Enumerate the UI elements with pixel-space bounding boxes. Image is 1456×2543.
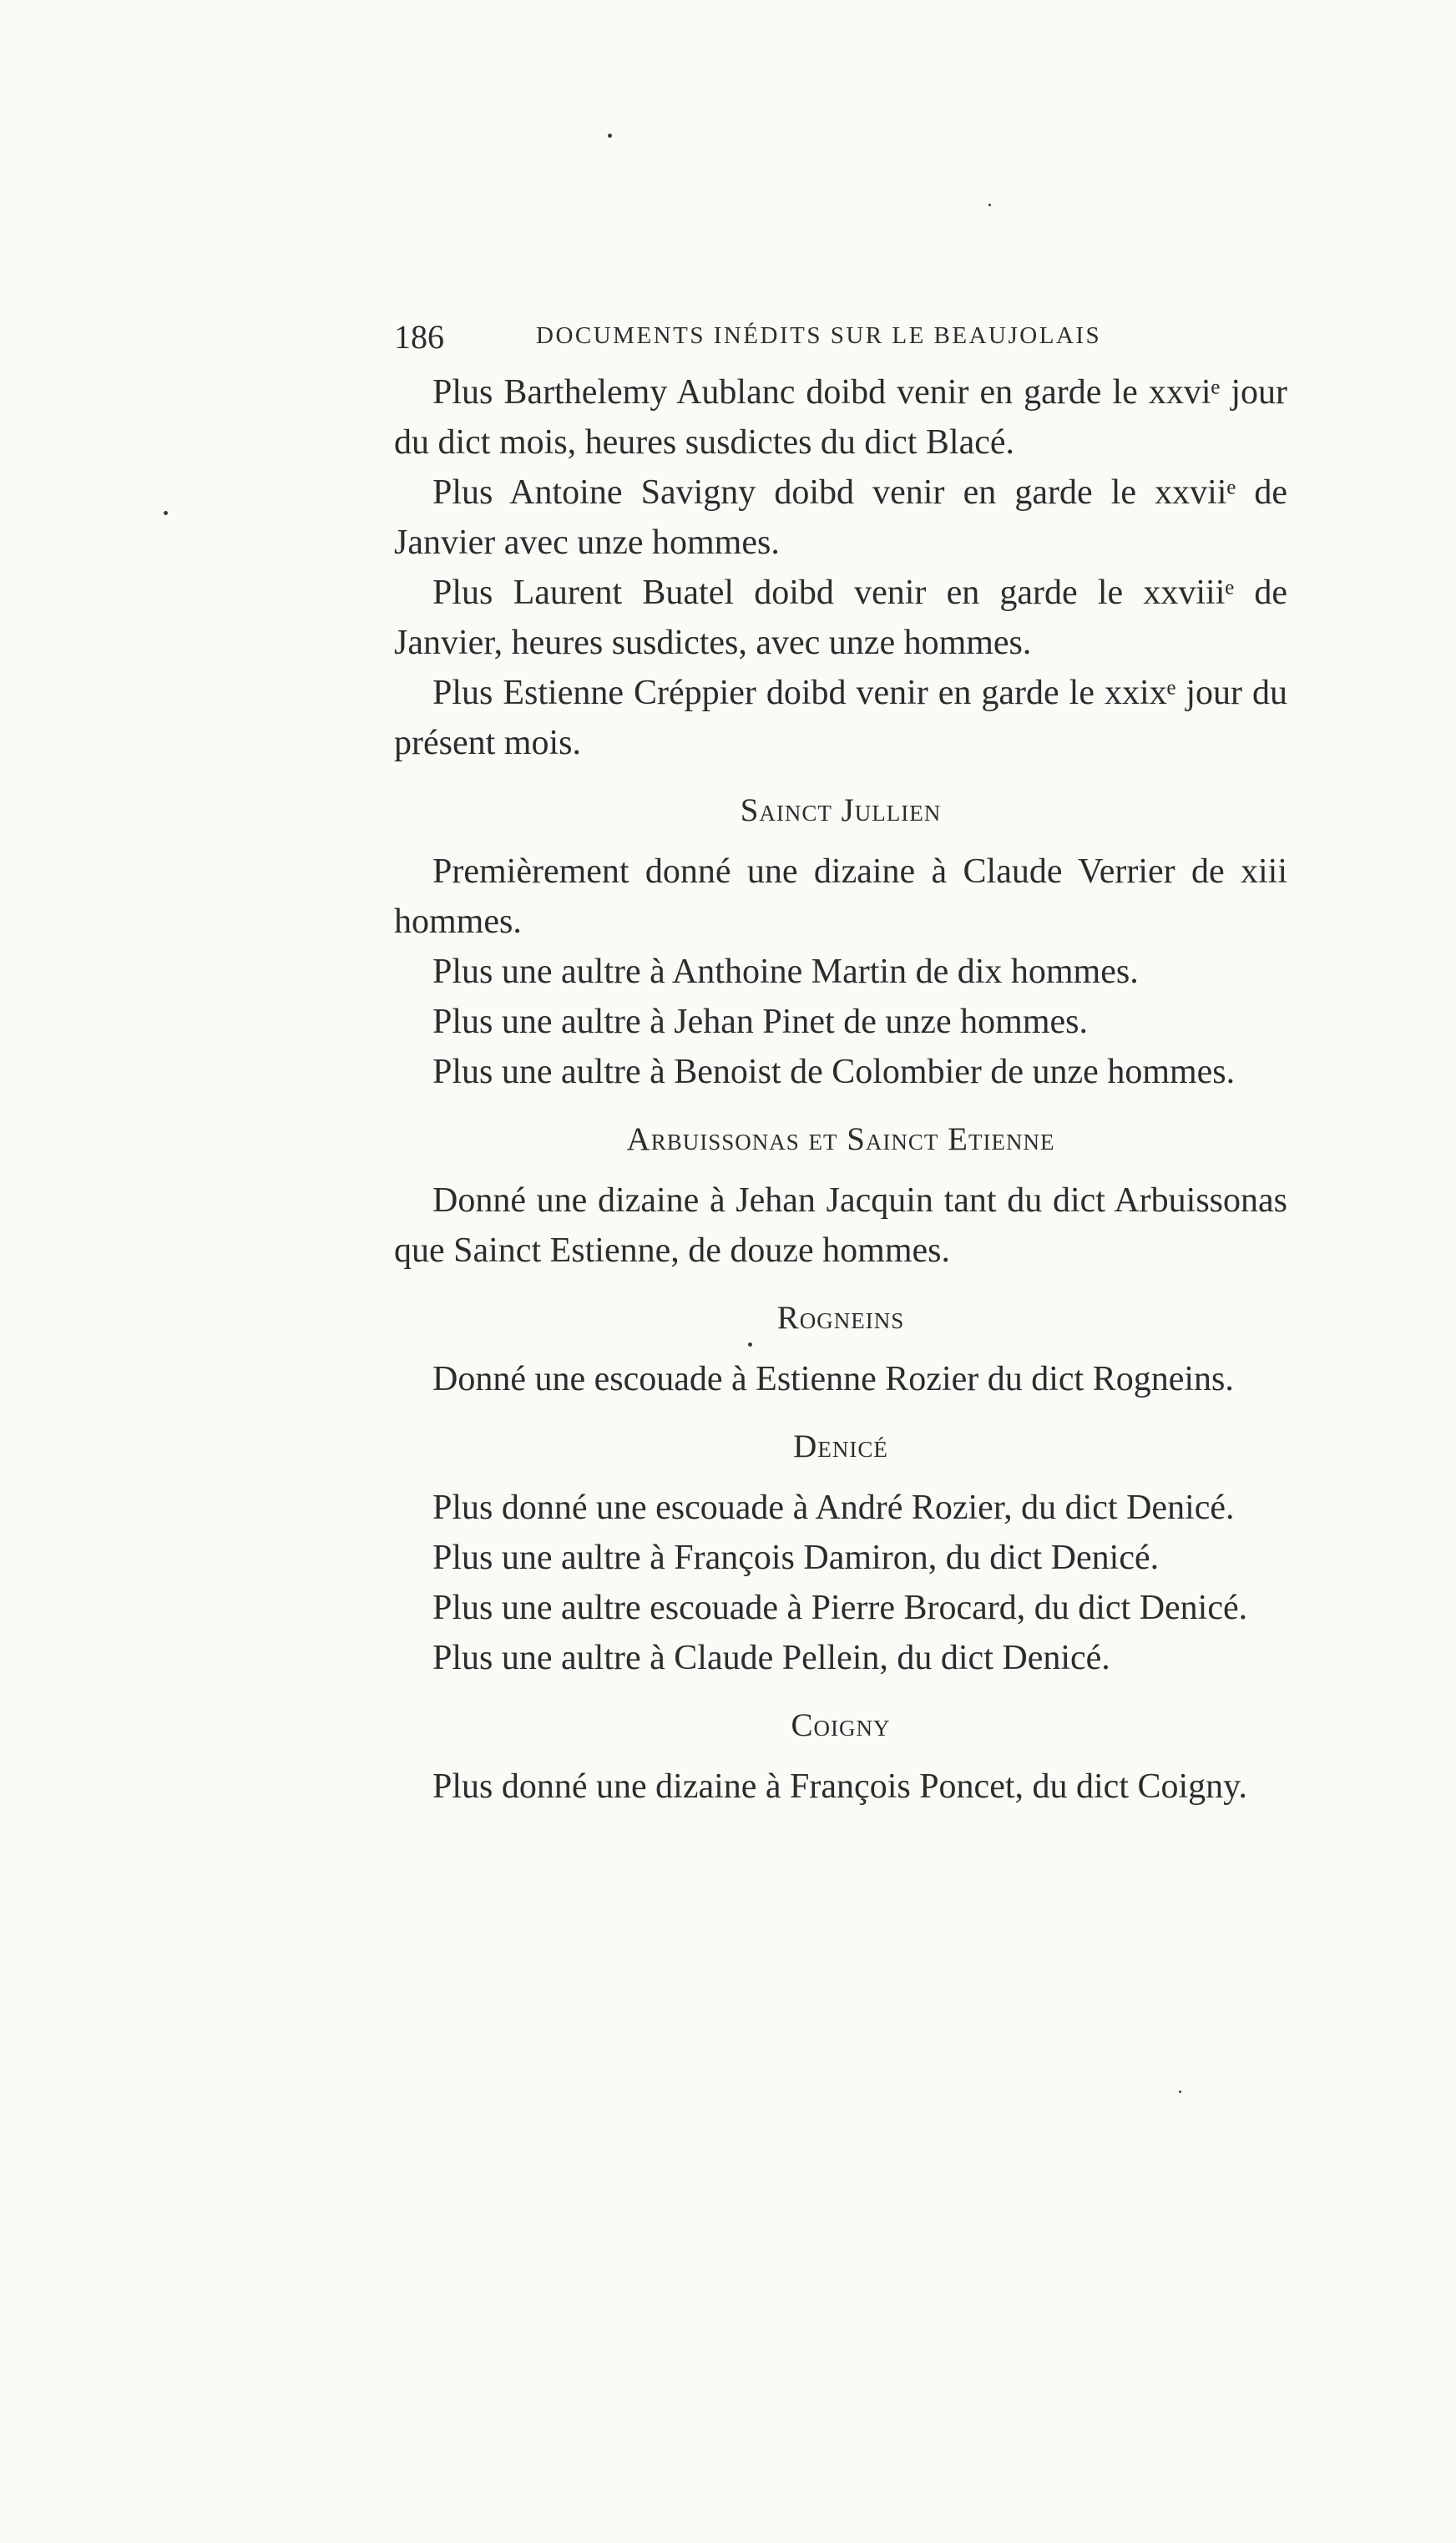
paragraph: Plus donné une escouade à André Rozier, du dict Denicé.	[432, 1489, 1235, 1527]
ink-speck	[608, 134, 612, 138]
section-title: Arbuissonas et Sainct Etienne	[626, 1121, 1055, 1157]
section-sainct-jullien	[394, 788, 1287, 1097]
paragraph: Plus Estienne Créppier doibd venir en garde le xxixᵉ jour du présent mois.	[394, 674, 1287, 762]
paragraph: Plus une aultre à François Damiron, du dict Denicé.	[432, 1539, 1160, 1577]
section-title: Coigny	[791, 1707, 891, 1743]
paragraph: Donné une escouade à Estienne Rozier du dict Rogneins.	[432, 1360, 1234, 1398]
paragraph: Plus une aultre à Claude Pellein, du dict Denicé.	[432, 1639, 1110, 1677]
paragraph: Premièrement donné une dizaine à Claude Verrier de xiii hommes.	[394, 852, 1287, 941]
section-arbuissonas	[394, 1117, 1287, 1276]
paragraph: Plus une aultre à Jehan Pinet de unze hommes.	[432, 1003, 1088, 1041]
paragraph: Plus Antoine Savigny doibd venir en garde le xxviiᵉ de Janvier avec unze hommes.	[394, 473, 1287, 562]
section-coigny	[394, 1703, 1287, 1812]
paragraph: Plus une aultre à Benoist de Colombier de unze hommes.	[432, 1053, 1236, 1091]
paragraph: Plus Barthelemy Aublanc doibd venir en garde le xxviᵉ jour du dict mois, heures susdictes du dict Blacé.	[394, 373, 1287, 462]
section-title: Rogneins	[776, 1300, 905, 1336]
running-head	[394, 317, 1287, 367]
paragraph: Donné une dizaine à Jehan Jacquin tant du dict Arbuissonas que Sainct Estienne, de douze hommes.	[394, 1181, 1287, 1270]
page-number: 186	[394, 318, 444, 356]
ink-speck	[988, 204, 991, 206]
section-title: Sainct Jullien	[740, 792, 942, 828]
paragraph: Plus Laurent Buatel doibd venir en garde le xxviiiᵉ de Janvier, heures susdictes, avec unze hommes.	[394, 574, 1287, 662]
paragraph: Plus une aultre escouade à Pierre Brocard, du dict Denicé.	[432, 1589, 1248, 1627]
page-body	[394, 317, 1287, 1812]
ink-speck	[164, 511, 168, 515]
running-head-title: DOCUMENTS INÉDITS SUR LE BEAUJOLAIS	[536, 322, 1102, 349]
section-denice	[394, 1424, 1287, 1683]
section-rogneins	[394, 1296, 1287, 1404]
paragraph: Plus donné une dizaine à François Poncet, du dict Coigny.	[432, 1767, 1247, 1806]
ink-speck	[1179, 2091, 1181, 2093]
paragraph: Plus une aultre à Anthoine Martin de dix hommes.	[432, 953, 1139, 991]
intro-block	[394, 367, 1287, 768]
section-title: Denicé	[793, 1428, 888, 1464]
